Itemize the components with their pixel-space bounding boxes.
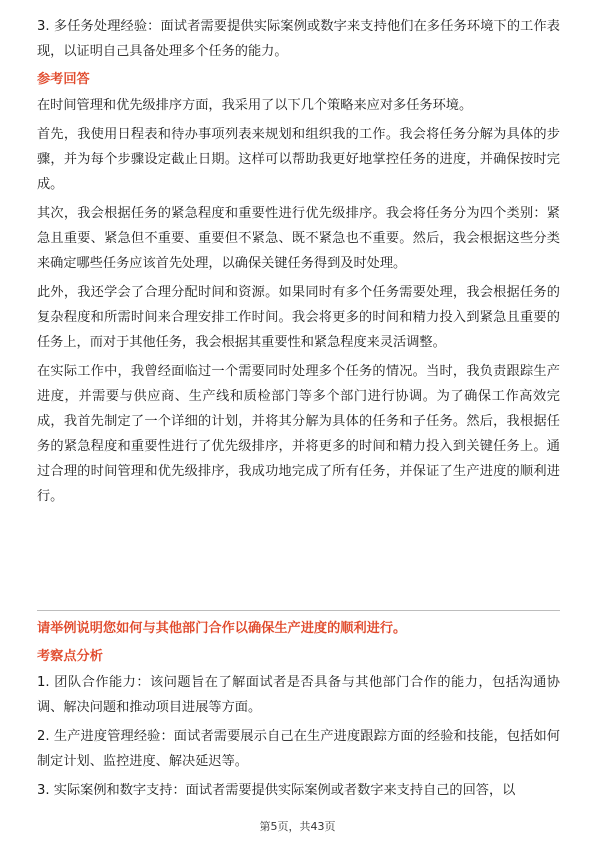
analysis-heading: 考察点分析	[37, 649, 103, 664]
page-number: 第5页，共43页	[259, 820, 336, 833]
next-question-section	[37, 617, 560, 807]
answer-paragraph-3: 其次，我会根据任务的紧急程度和重要性进行优先级排序。我会将任务分为四个类别：紧急且重要、紧急但不重要、重要但不紧急、既不紧急也不重要。然后，我会根据这些分类来确定哪些任务应该首先处理，以确保关键任务得到及时处理。	[37, 206, 560, 271]
document-body	[37, 14, 560, 513]
answer-paragraph-2: 首先，我使用日程表和待办事项列表来规划和组织我的工作。我会将任务分解为具体的步骤，并为每个步骤设定截止日期。这样可以帮助我更好地掌控任务的进度，并确保按时完成。	[37, 127, 560, 192]
section-divider	[37, 610, 560, 611]
analysis-item-1: 1. 团队合作能力：该问题旨在了解面试者是否具备与其他部门合作的能力，包括沟通协调、解决问题和推动项目进展等方面。	[37, 675, 560, 715]
answer-paragraph-1: 在时间管理和优先级排序方面，我采用了以下几个策略来应对多任务环境。	[37, 98, 473, 113]
analysis-item-3-continued: 3. 多任务处理经验：面试者需要提供实际案例或数字来支持他们在多任务环境下的工作表现，以证明自己具备处理多个任务的能力。	[37, 19, 560, 59]
question-title: 请举例说明您如何与其他部门合作以确保生产进度的顺利进行。	[37, 621, 407, 636]
reference-answer-heading: 参考回答	[37, 72, 90, 87]
answer-paragraph-4: 此外，我还学会了合理分配时间和资源。如果同时有多个任务需要处理，我会根据任务的复杂程度和所需时间来合理安排工作时间。我会将更多的时间和精力投入到紧急且重要的任务上，而对于其他任务，我会根据其重要性和紧急程度来灵活调整。	[37, 285, 560, 350]
answer-paragraph-5: 在实际工作中，我曾经面临过一个需要同时处理多个任务的情况。当时，我负责跟踪生产进度，并需要与供应商、生产线和质检部门等多个部门进行协调。为了确保工作高效完成，我首先制定了一个详细的计划，并将其分解为具体的任务和子任务。然后，我根据任务的紧急程度和重要性进行了优先级排序，并将更多的时间和精力投入到关键任务上。通过合理的时间管理和优先级排序，我成功地完成了所有任务，并保证了生产进度的顺利进行。	[37, 364, 560, 504]
analysis-item-3: 3. 实际案例和数字支持：面试者需要提供实际案例或者数字来支持自己的回答，以	[37, 783, 516, 798]
analysis-item-2: 2. 生产进度管理经验：面试者需要展示自己在生产进度跟踪方面的经验和技能，包括如何制定计划、监控进度、解决延迟等。	[37, 729, 560, 769]
